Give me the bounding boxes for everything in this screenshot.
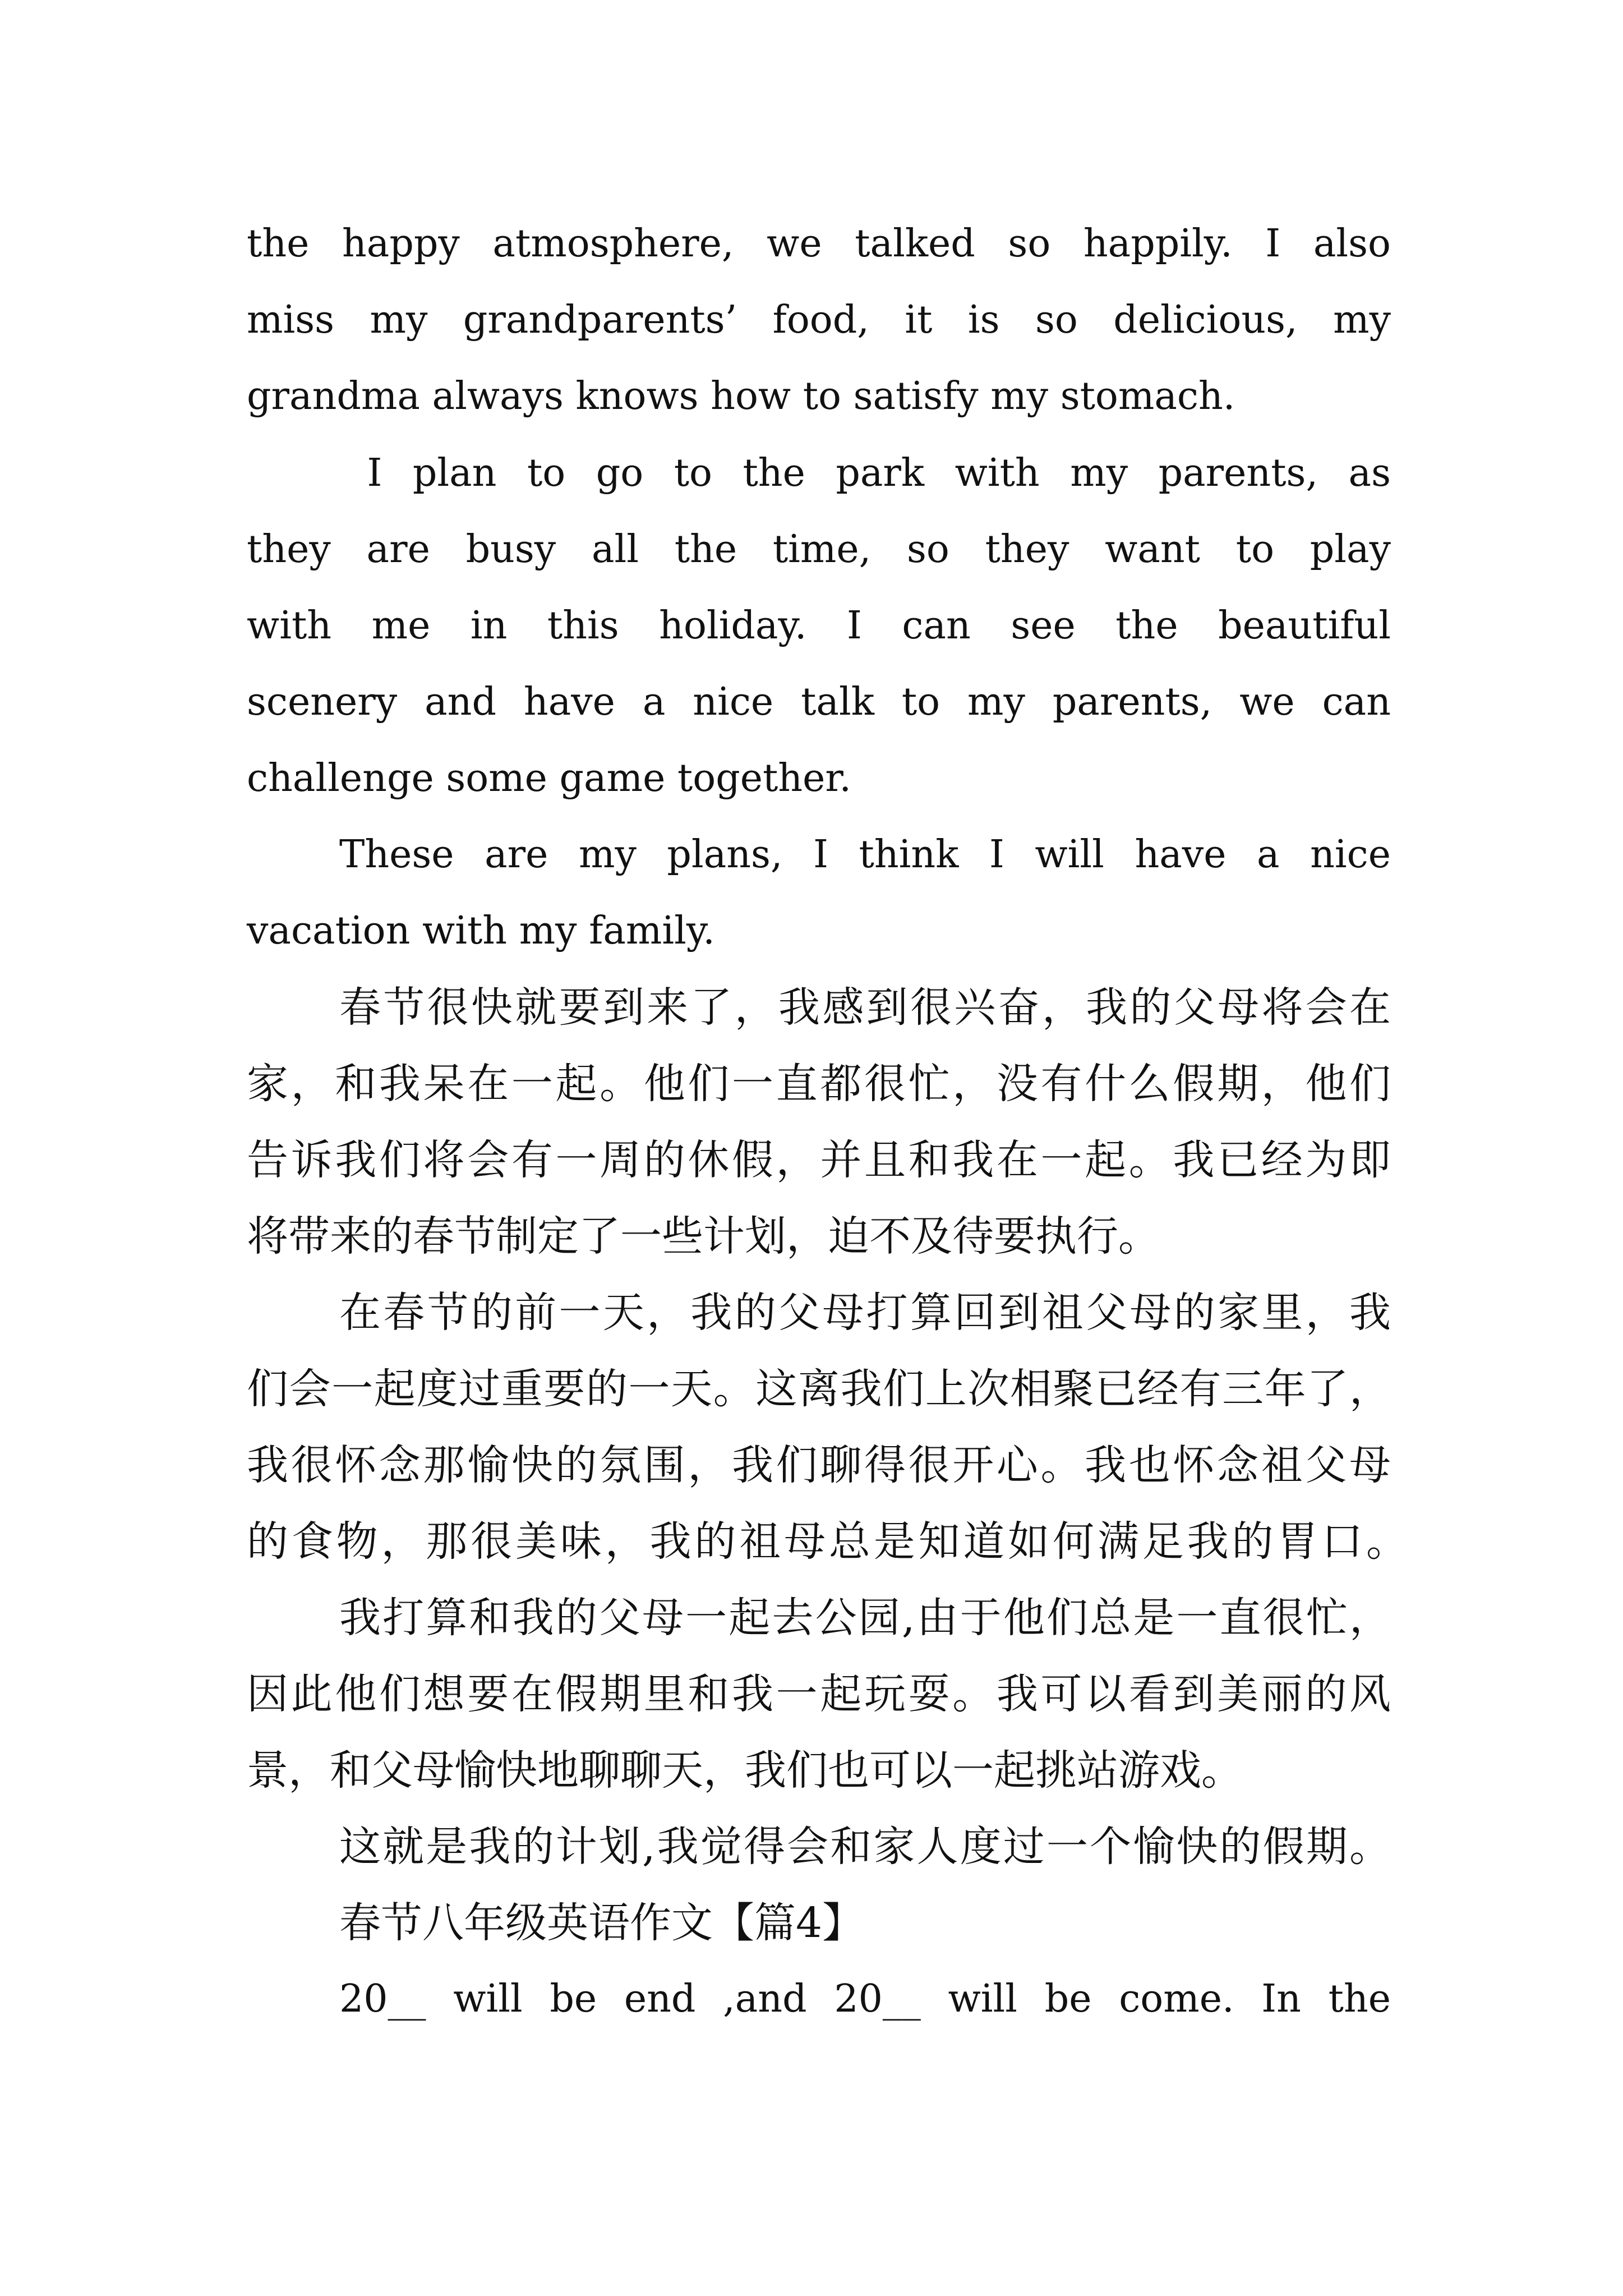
text-line: with me in this holiday. I can see the beautiful — [247, 604, 1391, 648]
text-line: they are busy all the time, so they want to play — [247, 527, 1391, 572]
text-line: I plan to go to the park with my parents, as — [336, 451, 1391, 495]
text-line: 告诉我们将会有一周的休假，并且和我在一起。我已经为即 — [247, 1136, 1391, 1184]
text-line: miss my grandparents’ food, it is so delicious, my — [247, 298, 1391, 342]
text-line: 将带来的春节制定了一些计划，迫不及待要执行。 — [247, 1212, 1160, 1260]
text-line: vacation with my family. — [247, 909, 715, 953]
text-line: 们会一起度过重要的一天。这离我们上次相聚已经有三年了， — [247, 1365, 1391, 1413]
text-line: 春节很快就要到来了，我感到很兴奋，我的父母将会在 — [339, 983, 1391, 1032]
text-line: 我打算和我的父母一起去公园,由于他们总是一直很忙， — [339, 1594, 1391, 1642]
text-line: 在春节的前一天，我的父母打算回到祖父母的家里，我 — [339, 1289, 1391, 1337]
section-heading: 春节八年级英语作文【篇4】 — [339, 1899, 864, 1947]
text-line: 家，和我呆在一起。他们一直都很忙，没有什么假期，他们 — [247, 1060, 1391, 1108]
text-line: 因此他们想要在假期里和我一起玩耍。我可以看到美丽的风 — [247, 1670, 1391, 1718]
text-line: scenery and have a nice talk to my parents, we can — [247, 680, 1391, 724]
text-line: the happy atmosphere, we talked so happily. I also — [247, 222, 1391, 266]
text-line: 我很怀念那愉快的氛围，我们聊得很开心。我也怀念祖父母 — [247, 1441, 1391, 1489]
text-line: 20__ will be end ,and 20__ will be come. In the — [339, 1977, 1391, 2021]
text-line: 的食物，那很美味，我的祖母总是知道如何满足我的胃口。 — [247, 1517, 1408, 1566]
text-line: grandma always knows how to satisfy my stomach. — [247, 374, 1235, 418]
text-line: 这就是我的计划,我觉得会和家人度过一个愉快的假期。 — [339, 1823, 1391, 1871]
text-line: 景，和父母愉快地聊聊天，我们也可以一起挑站游戏。 — [247, 1746, 1243, 1795]
text-line: These are my plans, I think I will have a nice — [339, 832, 1391, 877]
text-line: challenge some game together. — [247, 756, 851, 800]
